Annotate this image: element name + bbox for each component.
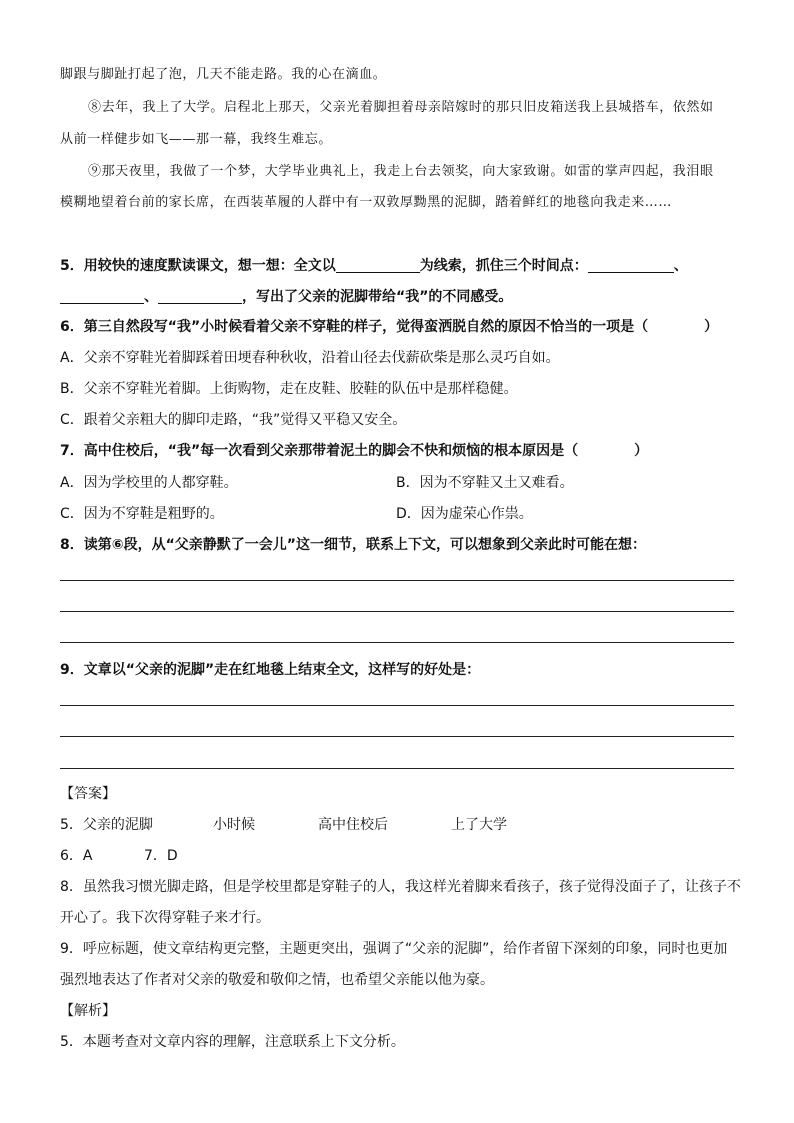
question-8-stem: 8．读第⑥段，从“父亲静默了一会儿”这一细节，联系上下文，可以想象到父亲此时可能在想： — [60, 537, 646, 553]
question-7-close: ） — [634, 443, 649, 459]
answer-line[interactable] — [60, 768, 734, 769]
answer-5 — [60, 818, 736, 832]
question-7-options-row2 — [60, 507, 736, 521]
question-5-line2 — [60, 289, 736, 304]
answer-7: 7．D — [144, 848, 178, 864]
answer-8-line2: 开心了。我下次得穿鞋子来才行。 — [60, 910, 270, 926]
passage-paragraph-8: ⑧去年，我上了大学。启程北上那天，父亲光着脚担着母亲陪嫁时的那只旧皮箱送我上县城搭车，依然如 — [88, 100, 714, 115]
question-5-text: 5．用较快的速度默读课文，想一想：全文以 — [60, 258, 336, 274]
question-7-text: 7．高中住校后，“我”每一次看到父亲那带着泥土的脚会不快和烦恼的根本原因是（ — [60, 443, 579, 459]
question-6-stem — [60, 320, 736, 334]
answer-blank[interactable] — [588, 258, 674, 273]
question-6-option-c: C．跟着父亲粗大的脚印走路，“我”觉得又平稳又安全。 — [60, 412, 407, 428]
answer-5-item: 上了大学 — [451, 817, 507, 833]
answer-9-line2: 强烈地表达了作者对父亲的敬爱和敬仰之情，也希望父亲能以他为豪。 — [60, 972, 494, 988]
question-6-text: 6．第三自然段写“我”小时候看着父亲不穿鞋的样子，觉得蛮洒脱自然的原因不恰当的一项是（ — [60, 319, 649, 335]
question-5-line1 — [60, 258, 736, 273]
answer-5-item: 小时候 — [213, 817, 255, 833]
question-7-options-row1 — [60, 476, 736, 490]
answer-blank[interactable] — [60, 289, 144, 304]
answer-blank[interactable] — [158, 289, 242, 304]
answer-line[interactable] — [60, 736, 734, 737]
answer-5-item: 高中住校后 — [318, 817, 388, 833]
answer-6-7 — [60, 849, 736, 863]
question-7-stem — [60, 444, 736, 458]
answer-8-line1: 8．虽然我习惯光脚走路，但是学校里都是穿鞋子的人，我这样光着脚来看孩子，孩子觉得没面子了，让孩子不 — [60, 879, 741, 895]
question-6-option-b: B．父亲不穿鞋光着脚。上街购物，走在皮鞋、胶鞋的队伍中是那样稳健。 — [60, 381, 518, 397]
answer-line[interactable] — [60, 705, 734, 706]
question-7-option-c: C．因为不穿鞋是粗野的。 — [60, 506, 224, 522]
question-6-close: ） — [704, 319, 719, 335]
answer-line[interactable] — [60, 642, 734, 643]
answer-5-item: 父亲的泥脚 — [82, 817, 153, 833]
question-5-text: 、 — [673, 258, 688, 274]
answer-6: 6．A — [60, 848, 93, 864]
passage-line: 模糊地望着台前的家长席，在西装革履的人群中有一双敦厚黝黑的泥脚，踏着鲜红的地毯向我走来…… — [60, 195, 673, 210]
analysis-heading: 【解析】 — [60, 1003, 116, 1019]
answer-5-number: 5． — [60, 817, 83, 833]
passage-line: 从前一样健步如飞——那一幕，我终生难忘。 — [60, 132, 333, 147]
analysis-5: 5．本题考查对文章内容的理解，注意联系上下文分析。 — [60, 1034, 405, 1050]
answer-heading: 【答案】 — [60, 786, 116, 802]
question-5-text: ，写出了父亲的泥脚带给“我”的不同感受。 — [242, 289, 513, 305]
answer-9-line1: 9．呼应标题，使文章结构更完整，主题更突出，强调了“父亲的泥脚”，给作者留下深刻的印象，同时也更加 — [60, 941, 728, 957]
passage-paragraph-9: ⑨那天夜里，我做了一个梦，大学毕业典礼上，我走上台去领奖，向大家致谢。如雷的掌声四起，我泪眼 — [88, 164, 714, 179]
answer-line[interactable] — [60, 580, 734, 581]
question-7-option-d: D．因为虚荣心作祟。 — [396, 506, 533, 522]
question-7-option-a: A．因为学校里的人都穿鞋。 — [60, 475, 238, 491]
passage-line: 脚跟与脚趾打起了泡，几天不能走路。我的心在滴血。 — [60, 67, 387, 82]
question-5-text: 为线索，抓住三个时间点： — [419, 258, 588, 274]
question-6-option-a: A．父亲不穿鞋光着脚踩着田埂春种秋收，沿着山径去伐薪砍柴是那么灵巧自如。 — [60, 350, 560, 366]
question-5-text: 、 — [144, 289, 158, 305]
question-7-option-b: B．因为不穿鞋又土又难看。 — [396, 475, 574, 491]
question-9-stem: 9．文章以“父亲的泥脚”走在红地毯上结束全文，这样写的好处是： — [60, 662, 481, 678]
answer-line[interactable] — [60, 611, 734, 612]
answer-blank[interactable] — [336, 258, 420, 273]
